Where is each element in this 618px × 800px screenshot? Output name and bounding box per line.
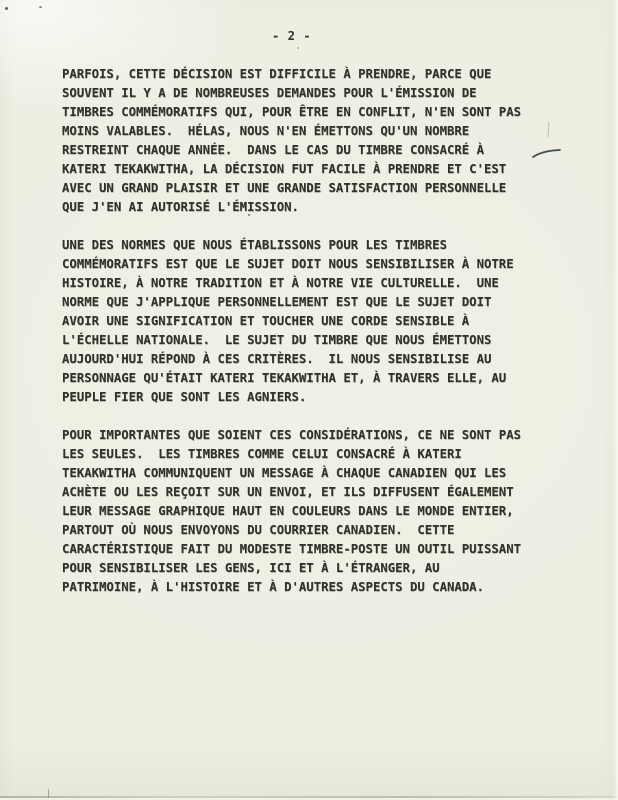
text-line: PARFOIS, CETTE DÉCISION EST DIFFICILE À PRENDRE, PARCE QUE: [62, 67, 492, 81]
text-line: UNE DES NORMES QUE NOUS ÉTABLISSONS POUR LES TIMBRES: [62, 238, 447, 252]
paragraph-decision: [62, 65, 562, 217]
text-line: PEUPLE FIER QUE SONT LES AGNIERS.: [62, 390, 307, 404]
dust-speck: [297, 47, 299, 49]
dust-speck: [39, 6, 42, 8]
pen-check-mark: [530, 144, 564, 160]
text-line: HISTOIRE, À NOTRE TRADITION ET À NOTRE VIE CULTURELLE. UNE: [62, 276, 499, 290]
text-line: RESTREINT CHAQUE ANNÉE. DANS LE CAS DU TIMBRE CONSACRÉ À: [62, 143, 484, 157]
paragraph-normes: [62, 236, 562, 407]
text-line: POUR IMPORTANTES QUE SOIENT CES CONSIDÉRATIONS, CE NE SONT PAS: [62, 428, 522, 442]
text-line: MOINS VALABLES. HÉLAS, NOUS N'EN ÉMETTONS QU'UN NOMBRE: [62, 124, 470, 138]
text-line: TEKAKWITHA COMMUNIQUENT UN MESSAGE À CHAQUE CANADIEN QUI LES: [62, 466, 507, 480]
text-line: AUJOURD'HUI RÉPOND À CES CRITÈRES. IL NOUS SENSIBILISE AU: [62, 352, 492, 366]
text-line: L'ÉCHELLE NATIONALE. LE SUJET DU TIMBRE QUE NOUS ÉMETTONS: [62, 333, 492, 347]
dust-speck: [5, 7, 8, 10]
text-line: NORME QUE J'APPLIQUE PERSONNELLEMENT EST QUE LE SUJET DOIT: [62, 295, 492, 309]
text-line: PATRIMOINE, À L'HISTOIRE ET À D'AUTRES ASPECTS DU CANADA.: [62, 580, 484, 594]
text-line: POUR SENSIBILISER LES GENS, ICI ET À L'ÉTRANGER, AU: [62, 561, 440, 575]
text-line: PERSONNAGE QU'ÉTAIT KATERI TEKAKWITHA ET, À TRAVERS ELLE, AU: [62, 371, 507, 385]
text-line: TIMBRES COMMÉMORATIFS QUI, POUR ÊTRE EN CONFLIT, N'EN SONT PAS: [62, 105, 522, 119]
text-line: LEUR MESSAGE GRAPHIQUE HAUT EN COULEURS DANS LE MONDE ENTIER,: [62, 504, 514, 518]
page-number: - 2 -: [272, 29, 312, 43]
text-line: CARACTÉRISTIQUE FAIT DU MODESTE TIMBRE-POSTE UN OUTIL PUISSANT: [62, 542, 522, 556]
text-line: PARTOUT OÙ NOUS ENVOYONS DU COURRIER CANADIEN. CETTE: [62, 523, 455, 537]
text-line: AVEC UN GRAND PLAISIR ET UNE GRANDE SATISFACTION PERSONNELLE: [62, 181, 507, 195]
text-line: QUE J'EN AI AUTORISÉ L'ÉMISSION.: [62, 200, 299, 214]
dust-speck: [248, 214, 250, 216]
text-line: SOUVENT IL Y A DE NOMBREUSES DEMANDES POUR L'ÉMISSION DE: [62, 86, 477, 100]
paragraph-considerations: [62, 426, 562, 597]
text-line: AVOIR UNE SIGNIFICATION ET TOUCHER UNE CORDE SENSIBLE À: [62, 314, 470, 328]
text-line: COMMÉMORATIFS EST QUE LE SUJET DOIT NOUS SENSIBILISER À NOTRE: [62, 257, 514, 271]
text-line: ACHÈTE OU LES REÇOIT SUR UN ENVOI, ET ILS DIFFUSENT ÉGALEMENT: [62, 485, 514, 499]
text-line: LES SEULES. LES TIMBRES COMME CELUI CONSACRÉ À KATERI: [62, 447, 462, 461]
letter-body: [62, 65, 562, 597]
paper-right-edge: [613, 0, 618, 800]
text-line: KATERI TEKAKWITHA, LA DÉCISION FUT FACILE À PRENDRE ET C'EST: [62, 162, 507, 176]
